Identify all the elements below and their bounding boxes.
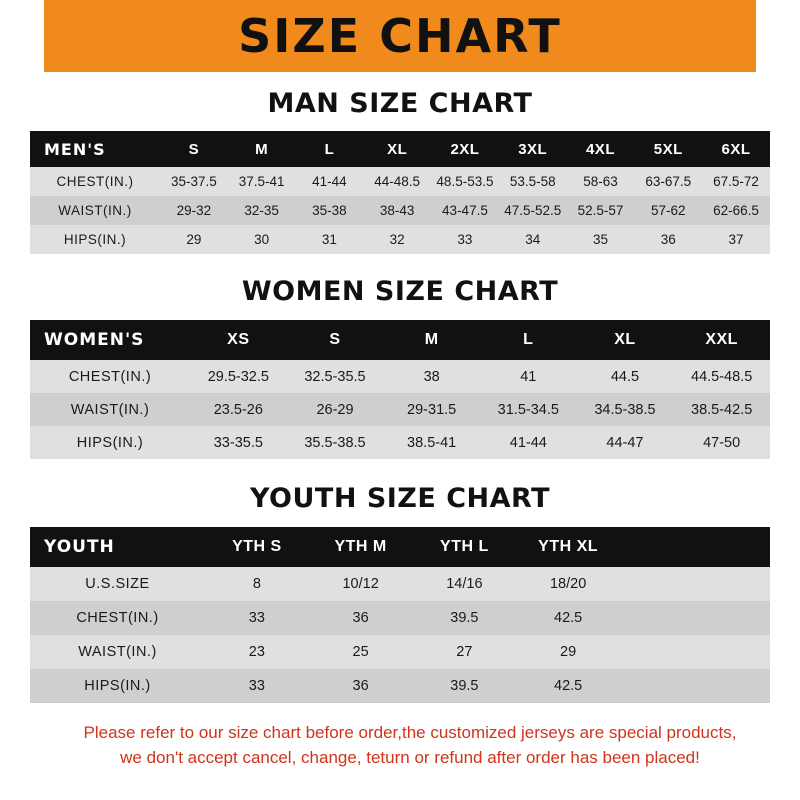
table-cell: 47-50 [673,426,770,459]
table-cell: 36 [634,225,702,254]
table-cell: 30 [228,225,296,254]
banner [0,0,800,72]
row-label: WAIST(IN.) [30,635,205,669]
footer-note-line-1: Please refer to our size chart before order,the customized jerseys are special products, [83,723,737,742]
table-row [30,669,770,703]
table-row [30,225,770,254]
table-cell-spacer [620,567,770,601]
table-cell: 38-43 [363,196,431,225]
table-row [30,360,770,393]
table-cell: 29-31.5 [383,393,480,426]
table-cell: 33 [205,601,309,635]
table-row [30,393,770,426]
table-cell: 33 [431,225,499,254]
column-header: M [228,131,296,167]
table-cell: 42.5 [516,601,620,635]
table-cell: 29.5-32.5 [190,360,287,393]
table-cell: 44-47 [577,426,674,459]
footer-note [30,721,790,770]
table-cell-spacer [620,635,770,669]
table-cell: 29 [516,635,620,669]
table-cell: 35-37.5 [160,167,228,196]
table-row [30,426,770,459]
column-header: YTH M [309,527,413,567]
table-cell: 32.5-35.5 [287,360,384,393]
men-section-title: MAN SIZE CHART [267,88,533,119]
row-label: HIPS(IN.) [30,426,190,459]
column-header: 3XL [499,131,567,167]
table-cell: 36 [309,601,413,635]
table-cell: 26-29 [287,393,384,426]
column-header: WOMEN'S [30,320,190,360]
table-cell: 42.5 [516,669,620,703]
table-cell: 44-48.5 [363,167,431,196]
column-header: M [383,320,480,360]
column-header-spacer [620,527,770,567]
table-cell: 44.5-48.5 [673,360,770,393]
column-header: XL [363,131,431,167]
table-row [30,196,770,225]
table-cell: 57-62 [634,196,702,225]
table-cell: 62-66.5 [702,196,770,225]
table-cell: 36 [309,669,413,703]
table-cell: 41-44 [480,426,577,459]
table-cell: 27 [413,635,517,669]
row-label: HIPS(IN.) [30,669,205,703]
row-label: WAIST(IN.) [30,393,190,426]
table-cell: 67.5-72 [702,167,770,196]
table-cell: 37 [702,225,770,254]
footer-note-line-2: we don't accept cancel, change, teturn or refund after order has been placed! [120,747,700,767]
table-cell: 10/12 [309,567,413,601]
table-cell: 8 [205,567,309,601]
table-cell: 47.5-52.5 [499,196,567,225]
row-label: WAIST(IN.) [30,196,160,225]
table-cell: 37.5-41 [228,167,296,196]
table-cell: 39.5 [413,669,517,703]
column-header: YTH S [205,527,309,567]
table-cell: 35.5-38.5 [287,426,384,459]
youth-size-table [30,527,770,703]
content [0,88,800,770]
table-cell: 34.5-38.5 [577,393,674,426]
table-row [30,567,770,601]
table-cell: 48.5-53.5 [431,167,499,196]
column-header: 6XL [702,131,770,167]
table-cell: 38.5-41 [383,426,480,459]
table-row [30,635,770,669]
women-section-title: WOMEN SIZE CHART [241,276,559,307]
youth-section-title: YOUTH SIZE CHART [249,483,551,514]
table-cell: 35-38 [296,196,364,225]
column-header: YTH L [413,527,517,567]
table-header-row [30,131,770,167]
row-label: U.S.SIZE [30,567,205,601]
row-label: CHEST(IN.) [30,360,190,393]
table-cell: 63-67.5 [634,167,702,196]
column-header: MEN'S [30,131,160,167]
table-cell: 29-32 [160,196,228,225]
table-cell: 41 [480,360,577,393]
table-header-row [30,527,770,567]
row-label: HIPS(IN.) [30,225,160,254]
column-header: YTH XL [516,527,620,567]
column-header: L [296,131,364,167]
column-header: 2XL [431,131,499,167]
table-cell: 52.5-57 [567,196,635,225]
table-cell: 23 [205,635,309,669]
table-cell: 33-35.5 [190,426,287,459]
table-cell: 32 [363,225,431,254]
table-cell: 58-63 [567,167,635,196]
table-cell: 33 [205,669,309,703]
table-cell-spacer [620,601,770,635]
column-header: L [480,320,577,360]
table-cell: 53.5-58 [499,167,567,196]
table-cell: 38.5-42.5 [673,393,770,426]
table-header-row [30,320,770,360]
table-row [30,601,770,635]
women-size-table [30,320,770,459]
column-header: S [287,320,384,360]
table-cell: 29 [160,225,228,254]
table-cell: 43-47.5 [431,196,499,225]
table-cell: 44.5 [577,360,674,393]
column-header: 5XL [634,131,702,167]
column-header: XXL [673,320,770,360]
table-cell: 39.5 [413,601,517,635]
table-cell: 14/16 [413,567,517,601]
men-size-table [30,131,770,254]
column-header: S [160,131,228,167]
table-row [30,167,770,196]
table-cell: 18/20 [516,567,620,601]
row-label: CHEST(IN.) [30,601,205,635]
table-cell: 38 [383,360,480,393]
row-label: CHEST(IN.) [30,167,160,196]
table-cell: 23.5-26 [190,393,287,426]
column-header: XS [190,320,287,360]
column-header: 4XL [567,131,635,167]
table-cell: 25 [309,635,413,669]
table-cell: 34 [499,225,567,254]
table-cell: 41-44 [296,167,364,196]
table-cell: 31.5-34.5 [480,393,577,426]
banner-title: SIZE CHART [238,9,562,63]
table-cell: 35 [567,225,635,254]
table-cell: 32-35 [228,196,296,225]
column-header: XL [577,320,674,360]
table-cell-spacer [620,669,770,703]
table-cell: 31 [296,225,364,254]
column-header: YOUTH [30,527,205,567]
